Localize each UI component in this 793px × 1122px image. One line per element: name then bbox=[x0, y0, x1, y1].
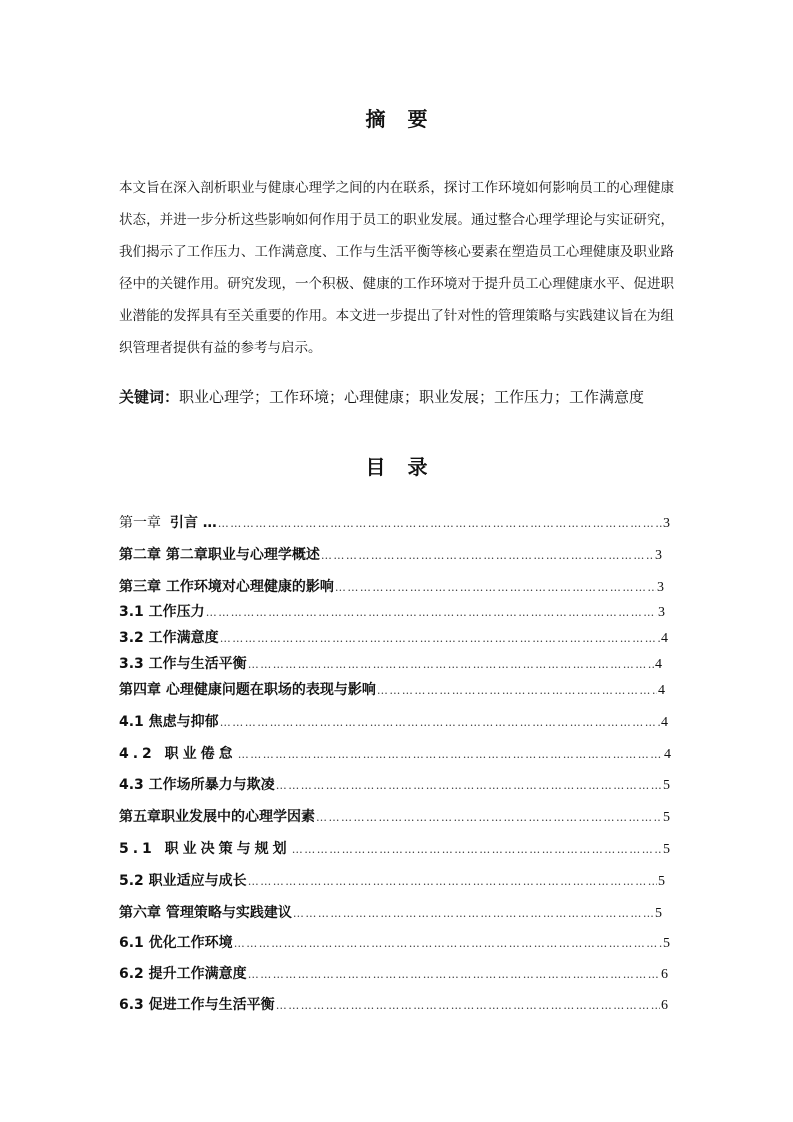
toc-entry-ch6[interactable] bbox=[119, 902, 662, 922]
toc-dot-leader bbox=[321, 549, 654, 562]
toc-entry-label: 4.3 工作场所暴力与欺凌 bbox=[119, 777, 275, 793]
toc-dot-leader bbox=[276, 999, 660, 1012]
toc-page-number: 5 bbox=[658, 874, 665, 889]
toc-page-number: 4 bbox=[661, 631, 668, 646]
toc-entry-label: 5.2 职业适应与成长 bbox=[119, 873, 247, 889]
toc-entry-4-2[interactable] bbox=[119, 743, 671, 763]
toc-entry-ch2[interactable] bbox=[119, 544, 662, 564]
toc-dot-leader bbox=[377, 684, 657, 697]
toc-page-number: 4 bbox=[658, 683, 665, 698]
toc-entry-ch1[interactable] bbox=[119, 512, 670, 532]
toc-page-number: 4 bbox=[655, 657, 662, 672]
toc-entry-label: 3.3 工作与生活平衡 bbox=[119, 656, 247, 672]
toc-entry-6-2[interactable] bbox=[119, 963, 668, 983]
toc-dot-leader bbox=[276, 779, 662, 792]
toc-entry-label: 第四章 心理健康问题在职场的表现与影响 bbox=[119, 682, 376, 698]
toc-page-number: 6 bbox=[661, 967, 668, 982]
toc-entry-4-3[interactable] bbox=[119, 774, 670, 794]
toc-dot-leader bbox=[248, 875, 657, 888]
toc-dot-leader bbox=[206, 606, 657, 619]
toc-entry-prefix: 第一章 bbox=[119, 515, 161, 531]
toc-dot-leader bbox=[293, 907, 654, 920]
toc-dot-leader bbox=[292, 843, 662, 856]
toc-entry-label: 3.2 工作满意度 bbox=[119, 630, 219, 646]
abstract-body: 本文旨在深入剖析职业与健康心理学之间的内在联系，探讨工作环境如何影响员工的心理健康状态，并进一步分析这些影响如何作用于员工的职业发展。通过整合心理学理论与实证研究，我们揭示了工作压力、工作满意度、工作与生活平衡等核心要素在塑造员工心理健康及职业路径中的关键作用。研究发现，一个积极、健康的工作环境对于提升员工心理健康水平、促进职业潜能的发挥具有至关重要的作用。本文进一步提出了针对性的管理策略与实践建议旨在为组织管理者提供有益的参考与启示。 bbox=[119, 180, 674, 356]
toc-entry-label: 5.1 职业决策与规划 bbox=[119, 841, 291, 857]
toc-page-number: 4 bbox=[664, 747, 671, 762]
toc-entry-label: 6.3 促进工作与生活平衡 bbox=[119, 997, 275, 1013]
toc-page-number: 3 bbox=[658, 605, 665, 620]
toc-page-number: 3 bbox=[655, 548, 662, 563]
toc-entry-5-1[interactable] bbox=[119, 838, 670, 858]
keywords-label: 关键词： bbox=[119, 388, 180, 406]
toc-entry-3-2[interactable] bbox=[119, 627, 668, 647]
toc-page-number: 5 bbox=[663, 936, 670, 951]
toc-entry-3-1[interactable] bbox=[119, 601, 665, 621]
toc-entry-6-3[interactable] bbox=[119, 994, 668, 1014]
toc-title: 目录 bbox=[365, 455, 450, 479]
toc-entry-ch4[interactable] bbox=[119, 679, 665, 699]
toc-entry-label: 第三章 工作环境对心理健康的影响 bbox=[119, 579, 334, 595]
toc-entry-label: 4.2 职业倦怠 bbox=[119, 746, 237, 762]
toc-dot-leader bbox=[220, 632, 660, 645]
abstract-title: 摘要 bbox=[365, 107, 450, 131]
toc-entry-label: 第六章 管理策略与实践建议 bbox=[119, 905, 292, 921]
toc-dot-leader bbox=[248, 658, 654, 671]
toc-entry-ch5[interactable] bbox=[119, 806, 670, 826]
toc-dot-leader bbox=[335, 581, 656, 594]
toc-entry-title: 引言 … bbox=[169, 515, 217, 531]
toc-entry-ch3[interactable] bbox=[119, 576, 664, 596]
toc-dot-leader bbox=[234, 937, 662, 950]
toc-page-number: 4 bbox=[661, 715, 668, 730]
toc-dot-leader bbox=[238, 748, 663, 761]
toc-page-number: 5 bbox=[663, 778, 670, 793]
toc-dot-leader bbox=[316, 811, 662, 824]
toc-page-number: 3 bbox=[663, 516, 670, 531]
toc-page-number: 5 bbox=[663, 810, 670, 825]
toc-entry-label: 第二章 第二章职业与心理学概述 bbox=[119, 547, 320, 563]
toc-entry-label: 6.1 优化工作环境 bbox=[119, 935, 233, 951]
toc-entry-6-1[interactable] bbox=[119, 932, 670, 952]
toc-entry-label: 第五章职业发展中的心理学因素 bbox=[119, 809, 315, 825]
toc-dot-leader bbox=[248, 968, 660, 981]
toc-page-number: 5 bbox=[663, 842, 670, 857]
toc-entry-4-1[interactable] bbox=[119, 711, 668, 731]
toc-entry-3-3[interactable] bbox=[119, 653, 662, 673]
toc-entry-label: 6.2 提升工作满意度 bbox=[119, 966, 247, 982]
toc-page-number: 5 bbox=[655, 906, 662, 921]
toc-entry-label: 4.1 焦虑与抑郁 bbox=[119, 714, 219, 730]
toc-dot-leader bbox=[218, 517, 662, 530]
toc-page-number: 6 bbox=[661, 998, 668, 1013]
keywords-text: 职业心理学；工作环境；心理健康；职业发展；工作压力；工作满意度 bbox=[179, 388, 645, 406]
toc-page-number: 3 bbox=[657, 580, 664, 595]
toc-entry-5-2[interactable] bbox=[119, 870, 665, 890]
toc-entry-label bbox=[119, 512, 217, 532]
toc-dot-leader bbox=[220, 716, 660, 729]
keywords-line bbox=[119, 386, 679, 407]
toc-entry-label: 3.1 工作压力 bbox=[119, 604, 205, 620]
